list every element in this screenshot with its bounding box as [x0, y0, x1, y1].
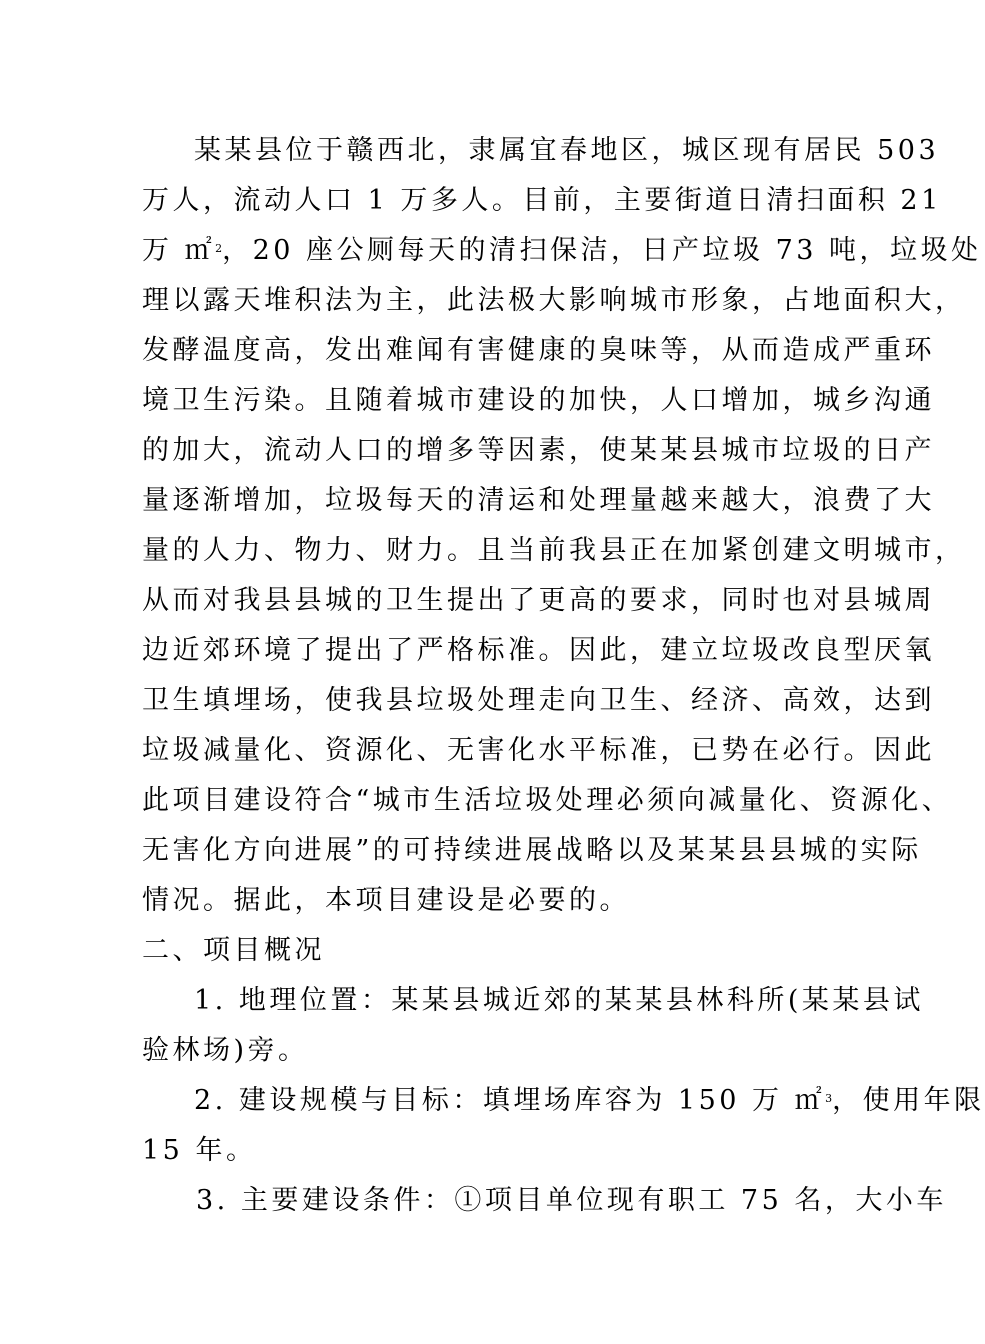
paragraph-line: 从而对我县县城的卫生提出了更高的要求，同时也对县城周: [142, 585, 935, 616]
text-segment: ，使用年限: [832, 1085, 985, 1116]
paragraph-line: 此项目建设符合“城市生活垃圾处理必须向减量化、资源化、: [142, 785, 953, 816]
list-item-line: [194, 1084, 985, 1118]
paragraph-line: 情况。据此，本项目建设是必要的。: [142, 885, 630, 916]
paragraph-line: 万人，流动人口 1 万多人。目前，主要街道日清扫面积 21: [142, 185, 942, 216]
list-item-line: 3. 主要建设条件：①项目单位现有职工 75 名，大小车: [196, 1185, 947, 1216]
paragraph-line: 某某县位于赣西北，隶属宜春地区，城区现有居民 503: [194, 135, 940, 166]
section-heading: 二、项目概况: [142, 935, 325, 966]
text-segment: ，20 座公厕每天的清扫保洁，日产垃圾 73 吨，垃圾处: [222, 235, 982, 266]
list-item-line: 15 年。: [142, 1135, 257, 1166]
paragraph-line: 理以露天堆积法为主，此法极大影响城市形象，占地面积大，: [142, 285, 966, 316]
superscript: 2: [215, 242, 223, 255]
paragraph-line: 无害化方向进展”的可持续进展战略以及某某县县城的实际: [142, 835, 922, 866]
paragraph-line: 量逐渐增加，垃圾每天的清运和处理量越来越大，浪费了大: [142, 485, 935, 516]
paragraph-line: 垃圾减量化、资源化、无害化水平标准，已势在必行。因此: [142, 735, 935, 766]
paragraph-line: 量的人力、物力、财力。且当前我县正在加紧创建文明城市，: [142, 535, 966, 566]
list-item-line: 1. 地理位置：某某县城近郊的某某县林科所(某某县试: [194, 985, 924, 1016]
paragraph-line: 的加大，流动人口的增多等因素，使某某县城市垃圾的日产: [142, 435, 935, 466]
paragraph-line: 卫生填埋场，使我县垃圾处理走向卫生、经济、高效，达到: [142, 685, 935, 716]
superscript: 3: [825, 1092, 833, 1105]
paragraph-line: 境卫生污染。且随着城市建设的加快，人口增加，城乡沟通: [142, 385, 935, 416]
list-item-line: 验林场)旁。: [142, 1035, 309, 1066]
paragraph-line: 边近郊环境了提出了严格标准。因此，建立垃圾改良型厌氧: [142, 635, 935, 666]
text-segment: 万 ㎡: [142, 235, 216, 266]
paragraph-line: 发酵温度高，发出难闻有害健康的臭味等，从而造成严重环: [142, 335, 935, 366]
paragraph-line: [142, 234, 982, 268]
text-segment: 2. 建设规模与目标：填埋场库容为 150 万 ㎡: [194, 1085, 826, 1116]
